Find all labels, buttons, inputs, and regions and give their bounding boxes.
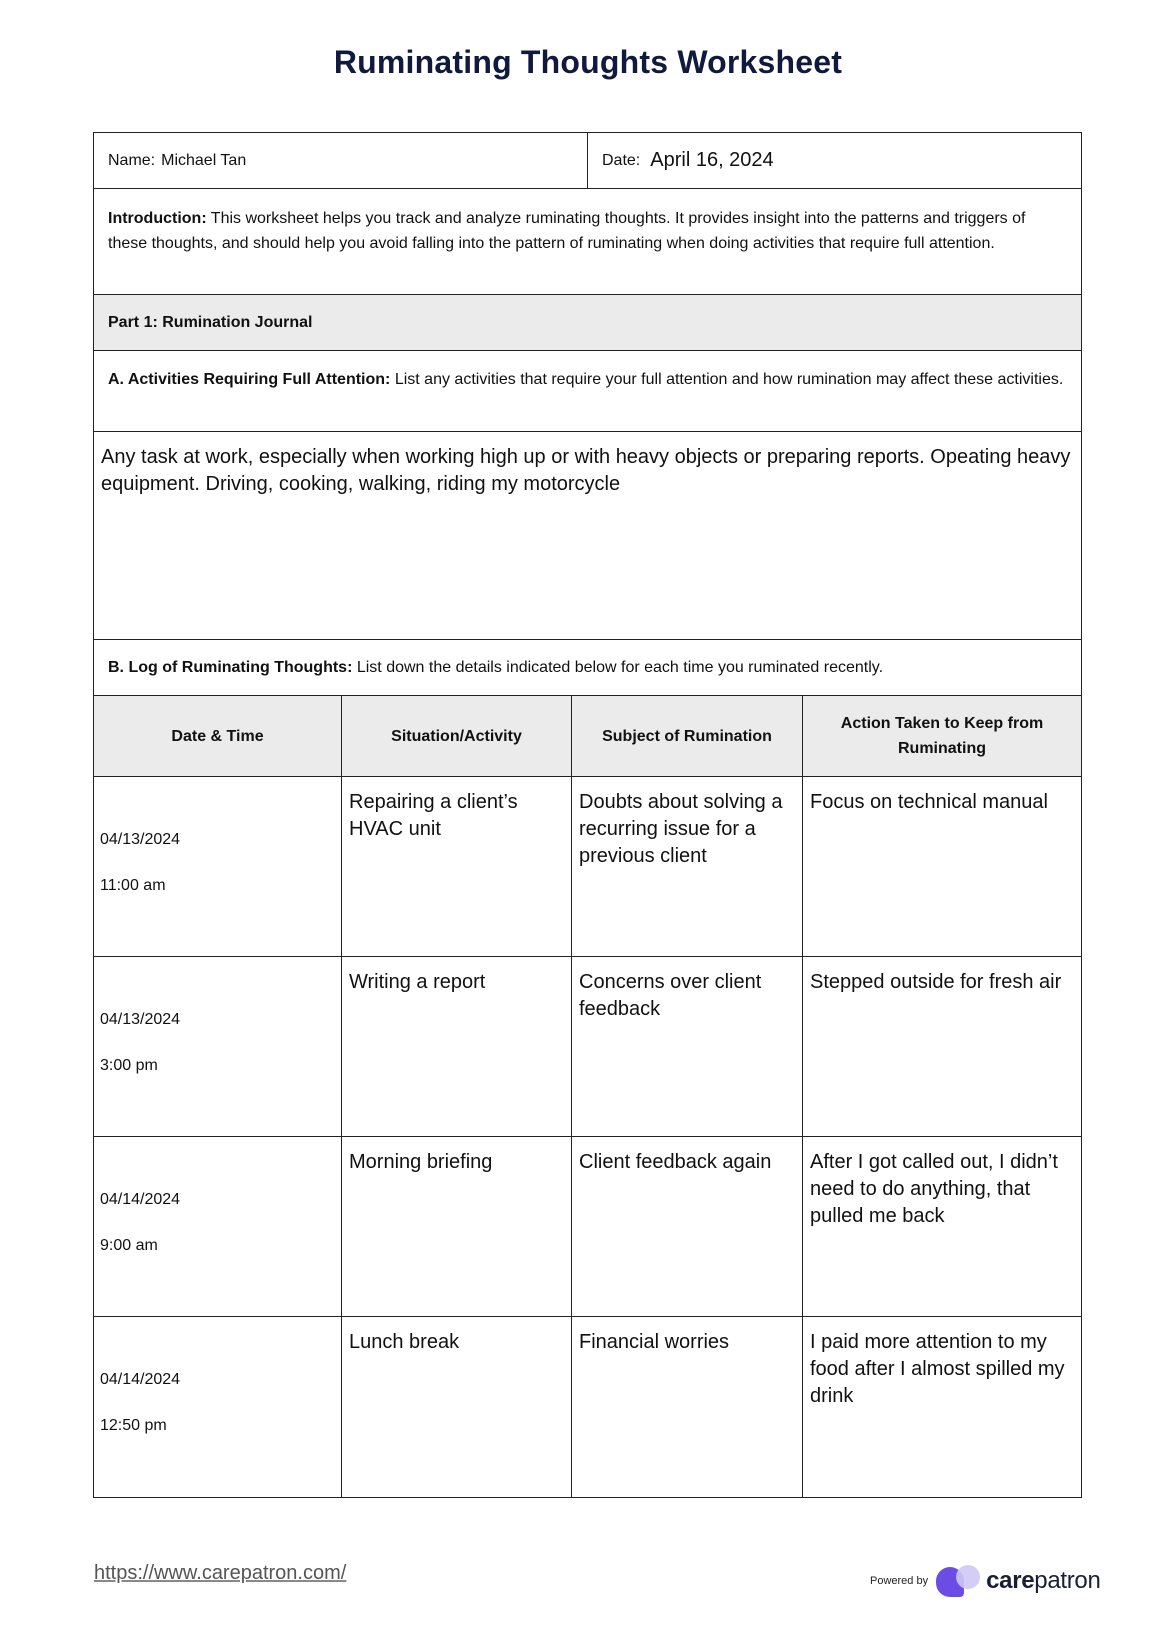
powered-by-label: Powered by (870, 1575, 929, 1587)
table-cell-action[interactable]: I paid more attention to my food after I almost spilled my drink (802, 1317, 1081, 1497)
table-cell-subject[interactable]: Concerns over client feedback (571, 957, 802, 1137)
carepatron-logo-icon (936, 1565, 980, 1597)
table-cell-date-time[interactable]: 04/14/2024 12:50 pm (100, 1371, 181, 1434)
part1-heading: Part 1: Rumination Journal (94, 295, 1081, 351)
page-title: Ruminating Thoughts Worksheet (333, 44, 843, 80)
name-field[interactable] (94, 133, 587, 188)
section-a-label: A. Activities Requiring Full Attention: (108, 371, 391, 388)
introduction (94, 189, 1081, 295)
table-cell-date-time[interactable]: 04/13/2024 11:00 am (94, 777, 341, 957)
carepatron-wordmark: carepatron (986, 1567, 1101, 1594)
table-cell-action[interactable]: Focus on technical manual (802, 777, 1081, 957)
table-cell-situation[interactable]: Morning briefing (341, 1137, 571, 1317)
section-b-instructions (94, 640, 1081, 696)
date-label: Date: (602, 151, 641, 169)
table-cell-situation[interactable]: Lunch break (341, 1317, 571, 1497)
table-cell-date-time[interactable]: 04/13/2024 3:00 pm (94, 957, 341, 1137)
activities-response-field[interactable]: Any task at work, especially when working high up or with heavy objects or preparing reports. Opeating heavy equipment. Driving, cooking, walking, riding my motorcycle (94, 432, 1081, 640)
section-b-text: List down the details indicated below for each time you ruminated recently. (356, 658, 884, 676)
section-a-instructions (94, 351, 1081, 432)
table-cell-subject[interactable]: Client feedback again (571, 1137, 802, 1317)
powered-by-badge[interactable] (870, 1565, 1101, 1597)
column-header-action: Action Taken to Keep from Ruminating (802, 696, 1081, 777)
name-value: Michael Tan (161, 151, 247, 169)
name-label: Name: (108, 151, 156, 169)
introduction-label: Introduction: (108, 210, 207, 227)
column-header-date-time: Date & Time (94, 696, 341, 777)
date-field[interactable] (587, 133, 1081, 188)
carepatron-link[interactable]: https://www.carepatron.com/ (94, 1562, 347, 1584)
date-value: April 16, 2024 (650, 149, 774, 171)
column-header-subject: Subject of Rumination (571, 696, 802, 777)
table-cell-action[interactable]: After I got called out, I didn’t need to do anything, that pulled me back (802, 1137, 1081, 1317)
table-cell-subject[interactable]: Financial worries (571, 1317, 802, 1497)
section-b-label: B. Log of Ruminating Thoughts: (108, 658, 353, 676)
introduction-text: This worksheet helps you track and analyze ruminating thoughts. It provides insight into the patterns and triggers of these thoughts, and should help you avoid falling into the pattern of ruminating when doing activities that require full attention. (108, 210, 1026, 252)
table-cell-date-time[interactable]: 04/14/2024 9:00 am (94, 1137, 341, 1317)
section-a-text: List any activities that require your full attention and how rumination may affect these activities. (394, 371, 1064, 388)
info-row (94, 133, 1081, 189)
table-cell-action[interactable]: Stepped outside for fresh air (802, 957, 1081, 1137)
table-cell-situation[interactable]: Repairing a client’s HVAC unit (341, 777, 571, 957)
table-cell-situation[interactable]: Writing a report (341, 957, 571, 1137)
worksheet (93, 132, 1082, 1498)
rumination-log-table (94, 696, 1081, 1497)
table-cell-subject[interactable]: Doubts about solving a recurring issue for a previous client (571, 777, 802, 957)
column-header-situation: Situation/Activity (341, 696, 571, 777)
